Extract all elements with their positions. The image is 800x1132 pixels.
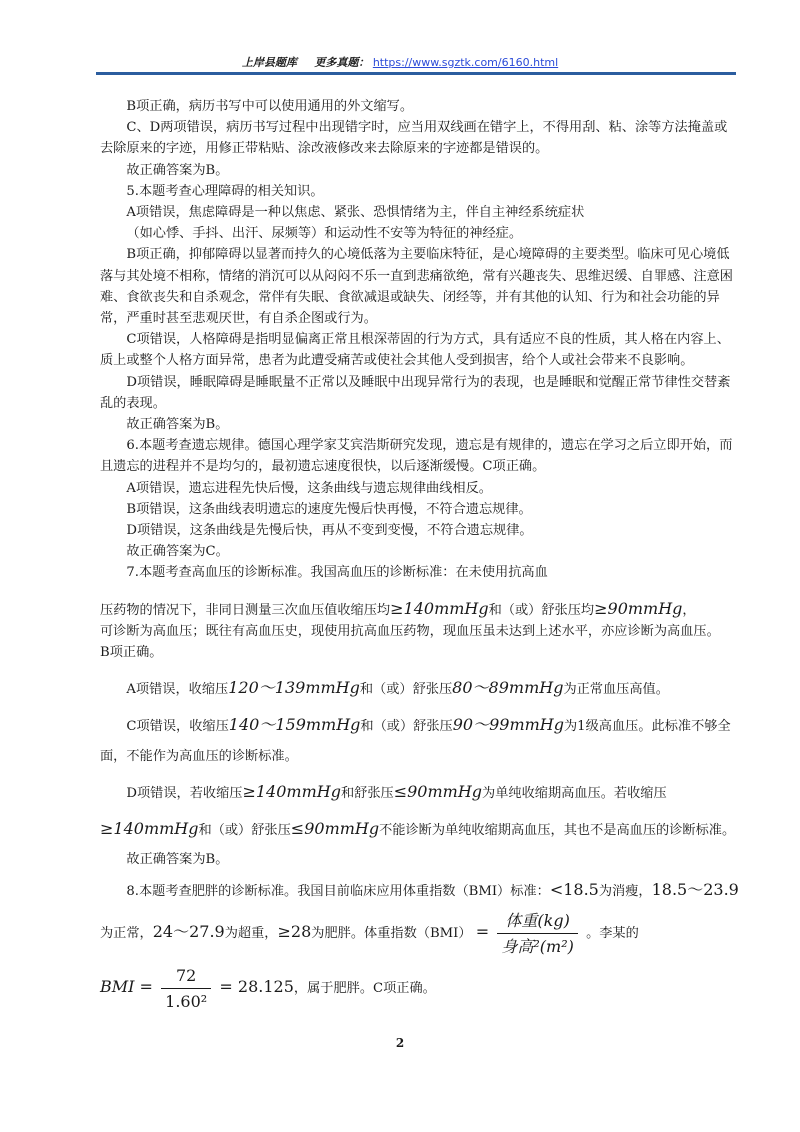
denominator: 身高²(m²) (501, 936, 574, 956)
paragraph (100, 714, 740, 737)
source-link[interactable]: https://www.sgztk.com/6160.html (372, 56, 559, 69)
paragraph: C、D两项错误，病历书写过程中出现错字时，应当用双线画在错字上，不得用刮、粘、涂等方法掩盖或去除原来的字迹，用修正带粘贴、涂改液修改来去除原来的字迹都是错误的。 (100, 120, 728, 157)
text: 和舒张压 (340, 785, 394, 801)
text: 为正常， (100, 925, 153, 941)
bmi-formula-fraction (497, 910, 578, 957)
formula: ≤90mmHg (393, 781, 483, 801)
paragraph: D项错误，睡眠障碍是睡眠量不正常以及睡眠中出现异常行为的表现，也是睡眠和觉醒正常节律性交替紊乱的表现。 (100, 374, 731, 411)
text: 和（或）舒张压均 (488, 602, 595, 618)
text: A项错误，收缩压 (126, 682, 229, 698)
formula: ≥140mmHg (242, 781, 341, 801)
paragraph (100, 965, 740, 1012)
paragraph: B项正确，病历书写中可以使用通用的外文缩写。 (126, 99, 414, 114)
answer-explanation (100, 96, 740, 1013)
site-name: 上岸县题库 (241, 56, 297, 69)
text: 为肥胖。体重指数（BMI） (311, 925, 472, 941)
text: 。李某的 (586, 925, 639, 941)
paragraph: A项错误，遗忘进程先快后慢，这条曲线与遗忘规律曲线相反。 (126, 480, 492, 496)
numerator: 体重(kg) (497, 910, 578, 934)
paragraph: 故正确答案为B。 (126, 417, 229, 433)
paragraph: 故正确答案为B。 (126, 852, 229, 868)
paragraph: C项错误，人格障碍是指明显偏离正常且根深蒂固的行为方式，具有适应不良的性质，其人格在内容上、质上或整个人格方面异常，患者为此遭受痛苦或使社会其他人受到损害，给个人或社会带来不良影响。 (100, 332, 730, 369)
denominator: 1.60² (165, 992, 208, 1012)
formula: BMI = (100, 977, 153, 997)
formula: 120～139mmHg (228, 678, 360, 698)
question-heading: 6.本题考查遗忘规律。德国心理学家艾宾浩斯研究发现，遗忘是有规律的，遗忘在学习之后立即开始，而且遗忘的进程并不是均匀的，最初遗忘速度很快，以后逐渐缓慢。C项正确。 (100, 438, 733, 475)
text: 为消瘦， (598, 883, 652, 899)
paragraph (100, 677, 740, 700)
paragraph: 可诊断为高血压；既往有高血压史，现使用抗高血压药物，现血压虽未达到上述水平，亦应诊断为高血压。 (100, 623, 720, 639)
formula: 80～89mmHg (452, 678, 564, 698)
formula: ≥140mmHg (390, 598, 489, 618)
formula: 90～99mmHg (452, 715, 564, 735)
paragraph: A项错误，焦虑障碍是一种以焦虑、紧张、恐惧情绪为主，伴自主神经系统症状 (126, 205, 585, 221)
question-heading (100, 879, 740, 902)
page-header (0, 54, 800, 70)
paragraph (100, 910, 740, 957)
paragraph: 面，不能作为高血压的诊断标准。 (100, 748, 298, 764)
text: C项错误，收缩压 (126, 719, 229, 735)
formula: ≥28 (277, 921, 312, 941)
paragraph: B项正确。 (100, 645, 163, 661)
paragraph (100, 598, 740, 621)
text: 和（或）舒张压 (198, 823, 291, 839)
header-divider (96, 72, 736, 75)
text: 为超重， (224, 925, 278, 941)
text: 压药物的情况下，非同日测量三次血压值收缩压均 (100, 602, 391, 618)
formula: 24～27.9 (152, 921, 225, 941)
paragraph: B项错误，这条曲线表明遗忘的速度先慢后快再慢，不符合遗忘规律。 (126, 501, 532, 517)
paragraph: B项正确，抑郁障碍以显著而持久的心境低落为主要临床特征，是心境障碍的主要类型。临床可见心境低落与其处境不相称，情绪的消沉可以从闷闷不乐一直到悲痛欲绝，常有兴趣丧失、思维迟缓、自罪感、注意困难、食欲丧失和自杀观念，常伴有失眠、食欲减退或缺失、闭经等，并有其他的认知、行为和社会功能的异常，严重时甚至悲观厌世，有自杀企图或行为。 (100, 247, 733, 327)
text: D项错误，若收缩压 (126, 785, 243, 801)
equals-sign: = (475, 921, 490, 941)
formula: <18.5 (549, 879, 599, 899)
more-questions-label: 更多真题： (314, 56, 370, 69)
text: 和（或）舒张压 (360, 719, 453, 735)
text: ， (682, 602, 696, 618)
paragraph: 故正确答案为C。 (126, 544, 229, 560)
page-number: 2 (395, 1036, 405, 1050)
paragraph: （如心悸、手抖、出汗、尿频等）和运动性不安等为特征的神经症。 (126, 226, 523, 242)
paragraph: D项错误，这条曲线是先慢后快，再从不变到变慢，不符合遗忘规律。 (126, 523, 533, 539)
text: 和（或）舒张压 (359, 682, 453, 698)
text: 不能诊断为单纯收缩期高血压，其也不是高血压的诊断标准。 (379, 823, 736, 839)
formula: = 28.125 (219, 977, 294, 997)
numerator: 72 (161, 965, 211, 989)
bmi-calc-fraction (161, 965, 211, 1012)
formula: ≥140mmHg (100, 819, 199, 839)
text: ，属于肥胖。C项正确。 (293, 981, 436, 997)
text: 为单纯收缩期高血压。若收缩压 (482, 785, 667, 801)
text: 8.本题考查肥胖的诊断标准。我国目前临床应用体重指数（BMI）标准： (126, 883, 550, 899)
formula: ≤90mmHg (290, 819, 380, 839)
paragraph (100, 781, 740, 804)
question-heading: 5.本题考查心理障碍的相关知识。 (126, 183, 324, 199)
question-heading: 7.本题考查高血压的诊断标准。我国高血压的诊断标准：在未使用抗高血 (126, 565, 548, 581)
text: 为正常血压高值。 (563, 682, 669, 698)
formula: 140～159mmHg (228, 715, 361, 735)
text: 为1级高血压。此标准不够全 (564, 719, 731, 735)
formula: 18.5～23.9 (651, 879, 739, 899)
paragraph (100, 818, 740, 841)
formula: ≥90mmHg (594, 598, 683, 618)
paragraph: 故正确答案为B。 (126, 162, 229, 178)
